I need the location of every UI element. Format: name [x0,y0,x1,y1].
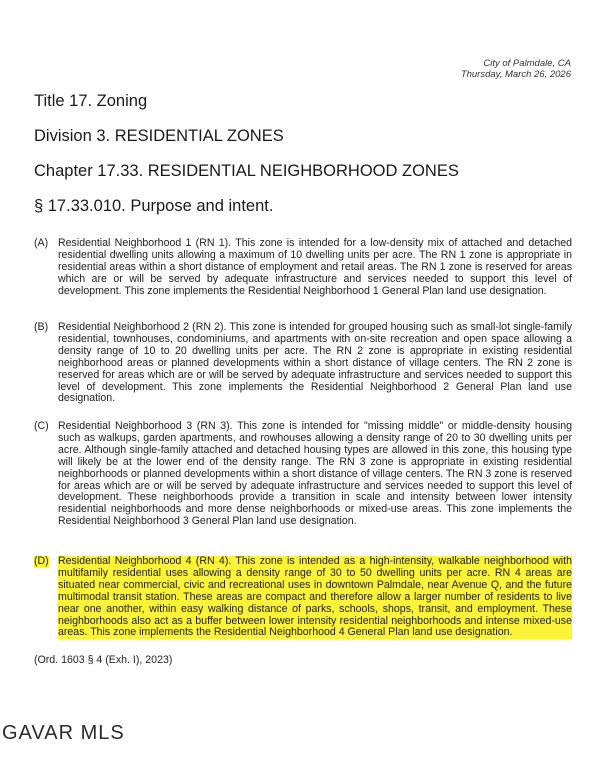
subsection-label: (D) [34,555,49,567]
subsection-label: (C) [34,420,49,432]
document-header [461,58,571,80]
subsection-d-highlighted [34,556,572,639]
division-heading: Division 3. RESIDENTIAL ZONES [34,127,284,145]
subsection-label: (A) [34,237,49,249]
mls-watermark: GAVAR MLS [2,722,125,744]
subsection-c [34,421,572,528]
subsection-text: Residential Neighborhood 4 (RN 4). This zone is intended as a high-intensity, walkable neighborhood with multifamily residential uses allowing a density range of 30 to 50 dwelling units per acre. RN 4 areas are situated near commercial, civic and recreational uses in downtown Palmdale, near Avenue Q, and the future multimodal transit station. These areas are compact and therefore allow a larger number of residents to live near one another, within easy walking distance of parks, schools, shops, transit, and employment. These neighborhoods also act as a buffer between lower intensity residential neighborhoods and intense mixed-use areas. This zone implements the Residential Neighborhood 4 General Plan land use designation. [58,555,572,639]
chapter-heading: Chapter 17.33. RESIDENTIAL NEIGHBORHOOD ZONES [34,162,459,180]
subsection-label: (B) [34,321,49,333]
subsection-text: Residential Neighborhood 2 (RN 2). This zone is intended for grouped housing such as small-lot single-family residential, townhouses, condominiums, and apartments with on-site recreation and open space allowing a density range of 10 to 20 dwelling units per acre. The RN 2 zone is appropriate in existing residential neighborhood areas or planned developments within a short distance of village centers. The RN 2 zone is reserved for areas which are or will be served by adequate infrastructure and services needed to support this level of development. This zone implements the Residential Neighborhood 2 General Plan land use designation. [58,321,572,405]
date-label: Thursday, March 26, 2026 [460,69,571,80]
section-heading: § 17.33.010. Purpose and intent. [34,197,274,215]
subsection-text: Residential Neighborhood 1 (RN 1). This zone is intended for a low-density mix of attached and detached residential dwelling units allowing a maximum of 10 dwelling units per acre. The RN 1 zone is appropriate in residential areas within a short distance of employment and retail areas. The RN 1 zone is reserved for areas which are or will be served by adequate infrastructure and services needed to support this level of development. This zone implements the Residential Neighborhood 1 General Plan land use designation. [58,237,572,297]
subsection-a [34,238,572,298]
title-heading: Title 17. Zoning [34,92,148,110]
ordinance-footnote: (Ord. 1603 § 4 (Exh. I), 2023) [34,654,173,666]
subsection-b [34,322,572,405]
subsection-text: Residential Neighborhood 3 (RN 3). This zone is intended for "missing middle" or middle-density housing such as walkups, garden apartments, and rowhouses allowing a density range of 20 to 30 dwelling units per acre. Although single-family attached and detached housing types are allowed in this zone, this housing type will likely be at the lower end of the density range. The RN 3 zone is appropriate in existing residential neighborhoods or planned developments within a short distance of village centers. The RN 3 zone is reserved for areas which are or will be served by adequate infrastructure and services needed to support this level of development. These neighborhoods provide a transition in scale and intensity between lower intensity residential neighborhoods and more dense neighborhoods or mixed-use areas. This zone implements the Residential Neighborhood 3 General Plan land use designation. [58,420,572,528]
city-label: City of Palmdale, CA [483,58,571,69]
